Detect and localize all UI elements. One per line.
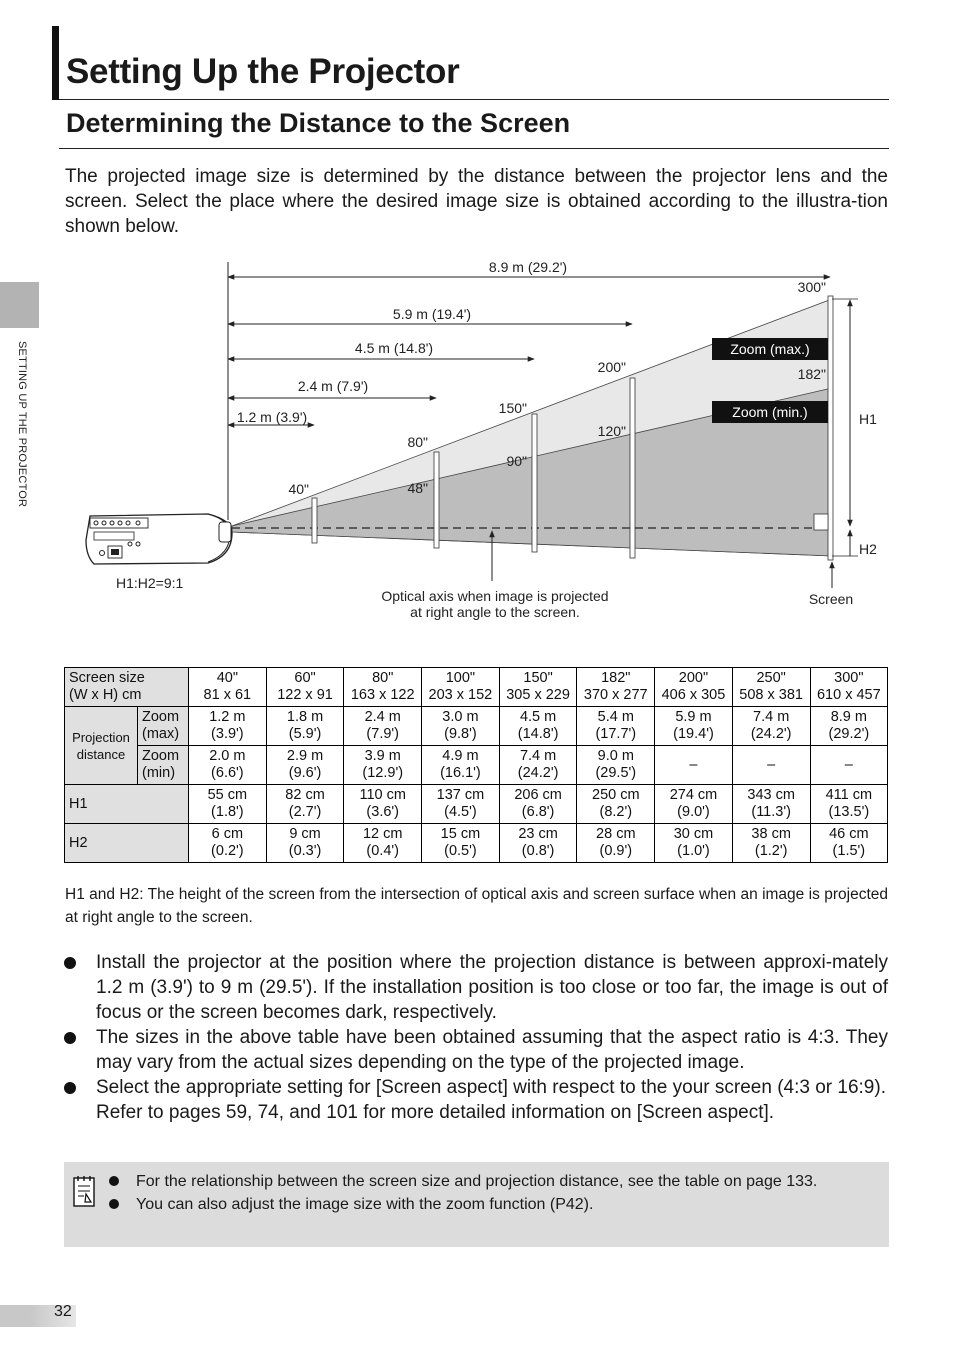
screen-200 (630, 378, 635, 558)
table-cell: 150" 305 x 229 (499, 668, 577, 707)
screen-150 (532, 414, 537, 552)
screen-label: Screen (808, 591, 854, 607)
table-cell: 28 cm (0.9') (577, 824, 655, 863)
table-cell: 250 cm (8.2') (577, 785, 655, 824)
section-rule (59, 148, 889, 149)
table-cell: 5.4 m (17.7') (577, 707, 655, 746)
list-item-text: Select the appropriate setting for [Screen aspect] with respect to the your screen (4:3 or 16:9). (96, 1077, 886, 1098)
chapter-side-label: SETTING UP THE PROJECTOR (16, 341, 28, 508)
projection-distance-header: Projection distance (65, 707, 138, 785)
table-row-zoom-max (65, 707, 888, 746)
distance-label-80: 2.4 m (7.9') (297, 378, 369, 394)
list-item (109, 1193, 879, 1216)
table-row-zoom-min (65, 746, 888, 785)
h1-header: H1 (65, 785, 189, 824)
optical-axis-note-line2: at right angle to the screen. (410, 604, 580, 620)
h2-label: H2 (859, 541, 877, 557)
bullet-dot-icon (64, 1082, 76, 1094)
table-cell: 23 cm (0.8') (499, 824, 577, 863)
screen-80 (434, 452, 439, 548)
table-cell: 7.4 m (24.2') (499, 746, 577, 785)
table-row-h1 (65, 785, 888, 824)
projection-distance-table (64, 667, 888, 863)
table-header-sublabel: (W x H) cm (69, 687, 142, 703)
table-cell: 15 cm (0.5') (422, 824, 500, 863)
distance-label-150: 4.5 m (14.8') (354, 340, 434, 356)
screen-corner-marker (814, 514, 828, 530)
intro-paragraph: The projected image size is determined by the distance between the projector lens and the screen. Select the place where the desired image size is obtained according to the illustra-tion shown below. (65, 166, 888, 237)
list-item-text: You can also adjust the image size with the zoom function (P42). (136, 1196, 594, 1213)
table-cell: 46 cm (1.5') (810, 824, 888, 863)
table-cell: 1.2 m (3.9') (189, 707, 267, 746)
projection-diagram (80, 258, 880, 628)
h1-label: H1 (859, 411, 877, 427)
table-cell: 5.9 m (19.4') (655, 707, 733, 746)
table-cell: 137 cm (4.5') (422, 785, 500, 824)
table-cell: 8.9 m (29.2') (810, 707, 888, 746)
table-cell: 274 cm (9.0') (655, 785, 733, 824)
title-rule (59, 99, 889, 100)
table-cell: 3.9 m (12.9') (344, 746, 422, 785)
zoom-min-header: Zoom (min) (138, 746, 189, 785)
projector-icon (86, 514, 232, 564)
table-cell: 60" 122 x 91 (266, 668, 344, 707)
size-label-90: 90" (506, 453, 527, 469)
page-number: 32 (54, 1303, 72, 1320)
table-cell: 2.0 m (6.6') (189, 746, 267, 785)
table-cell: 12 cm (0.4') (344, 824, 422, 863)
list-item-text: The sizes in the above table have been obtained assuming that the aspect ratio is 4:3. They may vary from the actual sizes depending on the type of the projected image. (96, 1027, 888, 1073)
size-label-182: 182" (797, 366, 826, 382)
table-cell: 82 cm (2.7') (266, 785, 344, 824)
table-cell: 182" 370 x 277 (577, 668, 655, 707)
optical-axis-note-line1: Optical axis when image is projected (381, 588, 609, 604)
list-item (109, 1170, 879, 1193)
screen-300 (828, 296, 833, 560)
size-label-40: 40" (288, 481, 309, 497)
memo-icon (72, 1174, 96, 1208)
table-cell: 1.8 m (5.9') (266, 707, 344, 746)
table-cell: 2.9 m (9.6') (266, 746, 344, 785)
list-item (64, 950, 888, 1025)
size-label-300: 300" (797, 279, 826, 295)
bullet-dot-icon (109, 1176, 119, 1186)
table-cell: 411 cm (13.5') (810, 785, 888, 824)
zoom-min-label: Zoom (min.) (732, 404, 808, 420)
instruction-list (64, 950, 888, 1125)
table-cell: 30 cm (1.0') (655, 824, 733, 863)
table-footnote: H1 and H2: The height of the screen from the intersection of optical axis and screen surface when an image is projected at right angle to the screen. (65, 886, 888, 926)
bullet-dot-icon (64, 1032, 76, 1044)
zoom-max-label: Zoom (max.) (730, 341, 810, 357)
list-item-text: For the relationship between the screen size and projection distance, see the table on page 133. (136, 1173, 818, 1190)
distance-label-40: 1.2 m (3.9') (236, 409, 308, 425)
table-row-screen-size (65, 668, 888, 707)
section-title: Determining the Distance to the Screen (66, 108, 571, 138)
tip-list (109, 1170, 879, 1216)
table-header-label: Screen size (69, 670, 145, 686)
title-accent-bar (52, 26, 59, 100)
screen-40 (312, 498, 317, 543)
size-label-80: 80" (407, 434, 428, 450)
table-cell: 38 cm (1.2') (732, 824, 810, 863)
table-cell: 7.4 m (24.2') (732, 707, 810, 746)
distance-label-200: 5.9 m (19.4') (392, 306, 472, 322)
table-cell: 100" 203 x 152 (422, 668, 500, 707)
table-cell: 4.9 m (16.1') (422, 746, 500, 785)
list-item (64, 1025, 888, 1075)
table-cell: 40" 81 x 61 (189, 668, 267, 707)
table-header-cell (65, 668, 189, 707)
h2-header: H2 (65, 824, 189, 863)
table-cell: 300" 610 x 457 (810, 668, 888, 707)
table-cell: 6 cm (0.2') (189, 824, 267, 863)
page-title: Setting Up the Projector (66, 52, 460, 91)
list-item (64, 1075, 888, 1125)
table-cell: 9.0 m (29.5') (577, 746, 655, 785)
distance-label-300: 8.9 m (29.2') (488, 259, 568, 275)
table-cell: 343 cm (11.3') (732, 785, 810, 824)
size-label-120: 120" (597, 423, 626, 439)
table-cell: 3.0 m (9.8') (422, 707, 500, 746)
table-cell-empty: – (810, 746, 888, 785)
table-cell: 9 cm (0.3') (266, 824, 344, 863)
table-row-h2 (65, 824, 888, 863)
zoom-max-header: Zoom (max) (138, 707, 189, 746)
table-cell: 110 cm (3.6') (344, 785, 422, 824)
ratio-label: H1:H2=9:1 (116, 575, 184, 591)
list-item-text: Install the projector at the position where the projection distance is between approxi-mately 1.2 m (3.9') to 9 m (29.5'). If the installation position is too close or too far, the image is out of focus or the screen becomes dark, respectively. (96, 952, 888, 1023)
table-cell-empty: – (732, 746, 810, 785)
table-cell: 200" 406 x 305 (655, 668, 733, 707)
table-cell: 4.5 m (14.8') (499, 707, 577, 746)
list-item-extra-text: Refer to pages 59, 74, and 101 for more detailed information on [Screen aspect]. (96, 1102, 775, 1123)
size-label-150: 150" (498, 400, 527, 416)
bullet-dot-icon (109, 1199, 119, 1209)
table-cell: 80" 163 x 122 (344, 668, 422, 707)
size-label-200: 200" (597, 359, 626, 375)
table-cell: 250" 508 x 381 (732, 668, 810, 707)
table-cell: 55 cm (1.8') (189, 785, 267, 824)
size-label-48: 48" (407, 480, 428, 496)
table-cell-empty: – (655, 746, 733, 785)
chapter-side-tab (0, 282, 39, 328)
table-cell: 2.4 m (7.9') (344, 707, 422, 746)
table-cell: 206 cm (6.8') (499, 785, 577, 824)
bullet-dot-icon (64, 957, 76, 969)
